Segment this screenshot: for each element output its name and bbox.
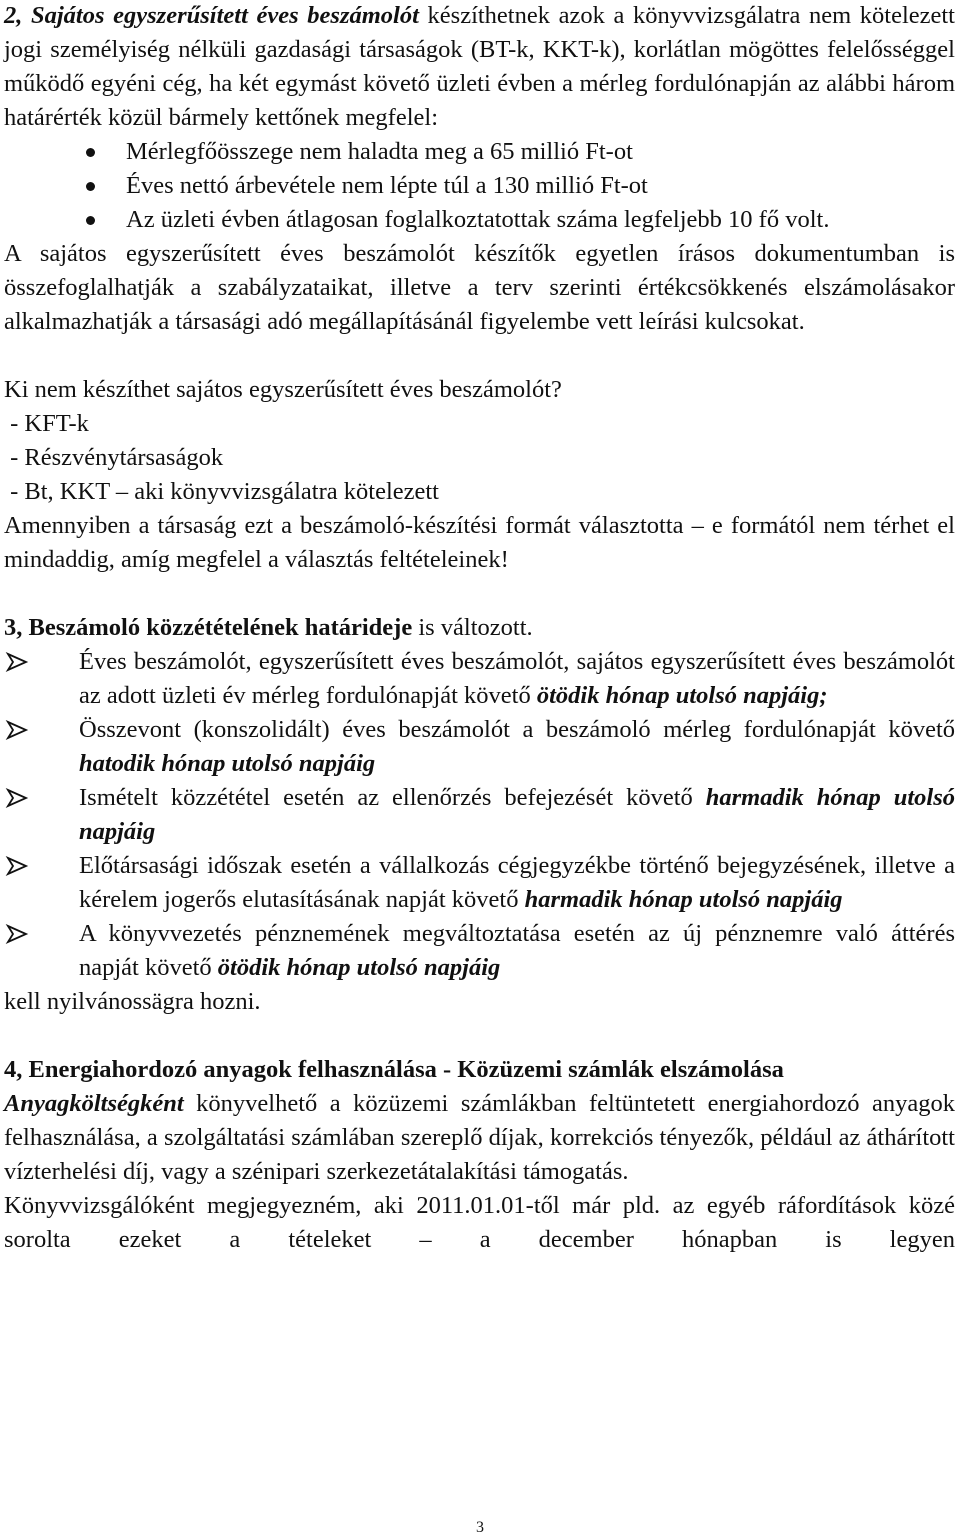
intro-lead: 2, Sajátos egyszerűsített éves beszámolót [4,2,419,29]
bullet-icon [86,216,95,225]
answer-item: - KFT-k [4,410,89,437]
arrow-bullet-icon [5,849,29,883]
list-item: Éves nettó árbevétele nem lépte túl a 130 millió Ft-ot [126,169,955,203]
answer-item: - Bt, KKT – aki könyvvizsgálatra kötelezett [4,478,439,505]
arrow-bullet-icon [5,645,29,679]
intro-text: készíthetnek azok a könyvvizsgálatra nem kötelezett jogi személyiség nélküli gazdasági társaságok (BT-k, KKT-k), korlátlan mögöttes felelősséggel működő egyéni cég, ha két egymást követő üzleti évben a mérleg fordulónapján az alábbi három határérték közül bármely kettőnek megfelel: [4,2,955,131]
bullet-icon [86,148,95,157]
rules-paragraph: A sajátos egyszerűsített éves beszámolót készítők egyetlen írásos dokumentumban is összefoglalhatják a szabályzataikat, illetve a terv szerinti értékcsökkenés elszámolásakor alkalmazhatják a társasági adó megállapításánál figyelembe vett leírási kulcsokat. [4,240,955,335]
answer-item: - Részvénytársaságok [4,444,224,471]
section-4-heading: 4, Energiahordozó anyagok felhasználása - Közüzemi számlák elszámolása [4,1056,784,1083]
list-item: Összevont (konszolidált) éves beszámolót a beszámoló mérleg fordulónapját követő hatodik hónap utolsó napjáig [79,713,955,781]
list-item: A könyvvezetés pénznemének megváltoztatása esetén az új pénznemre való áttérés napját követő ötödik hónap utolsó napjáig [79,917,955,985]
arrow-bullet-icon [5,781,29,815]
intro-paragraph [4,0,955,135]
list-item: Mérlegfőösszege nem haladta meg a 65 millió Ft-ot [126,135,955,169]
document-page [4,0,955,1257]
section-3-heading: 3, Beszámoló közzétételének határideje is változott. [4,614,533,641]
auditor-note: Könyvvizsgálóként megjegyezném, aki 2011.01.01-től már pld. az egyéb ráfordítások közé sorolta ezeket a tételeket – a december hónapban is legyen [4,1192,955,1253]
arrow-bullet-icon [5,713,29,747]
list-item: Ismételt közzététel esetén az ellenőrzés befejezését követő harmadik hónap utolsó napjáig [79,781,955,849]
list-item: Éves beszámolót, egyszerűsített éves beszámolót, sajátos egyszerűsített éves beszámolót az adott üzleti év mérleg fordulónapját követő ötödik hónap utolsó napjáig; [79,645,955,713]
deadline-list [4,645,955,985]
bullet-icon [86,182,95,191]
page-number: 3 [476,1519,484,1536]
list-item: Az üzleti évben átlagosan foglalkoztatottak száma legfeljebb 10 fő volt. [126,203,955,237]
choice-note: Amennyiben a társaság ezt a beszámoló-készítési formát választotta – e formától nem térhet el mindaddig, amíg megfelel a választás feltételeinek! [4,512,955,573]
section-4-paragraph: Anyagköltségként könyvelhető a közüzemi számlákban feltüntetett energiahordozó anyagok felhasználása, a szolgáltatási számlában szereplő díjak, korrekciós tényezők, például az áthárított vízterhelési díj, vagy a szénipari szerkezetátalakítási támogatás. [4,1090,955,1185]
criteria-list [4,135,955,237]
question: Ki nem készíthet sajátos egyszerűsített éves beszámolót? [4,376,562,403]
arrow-bullet-icon [5,917,29,951]
section-3-closing: kell nyilvánossägra hozni. [4,988,261,1015]
list-item: Előtársasági időszak esetén a vállalkozás cégjegyzékbe történő bejegyzésének, illetve a kérelem jogerős elutasításának napját követő harmadik hónap utolsó napjáig [79,849,955,917]
